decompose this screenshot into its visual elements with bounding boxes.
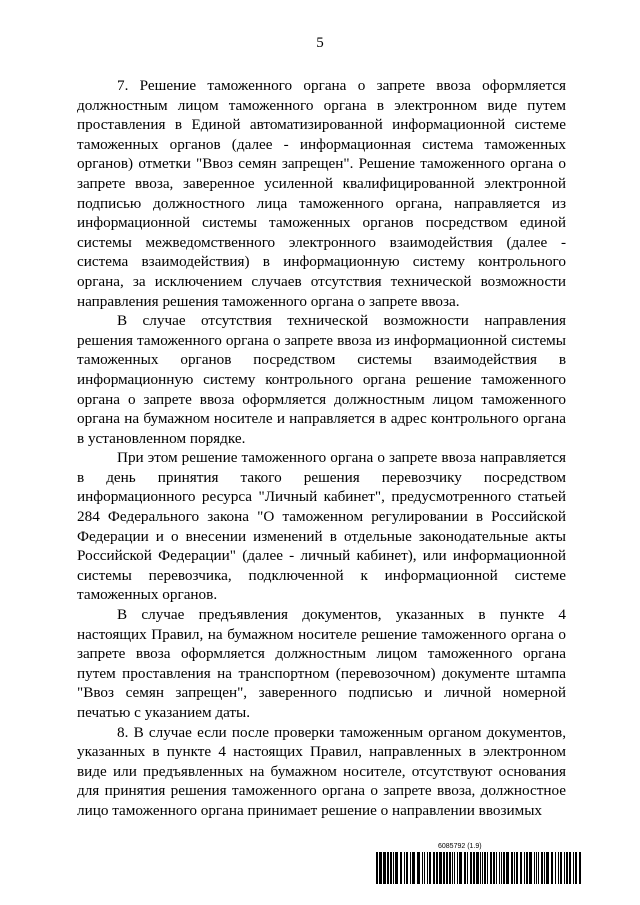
paragraph-8: 8. В случае если после проверки таможенным органом документов, указанных в пункте 4 настоящих Правил, направленных в электронном виде или предъявленных на бумажном носителе, отсутствуют основания для принятия решения таможенного органа о запрете ввоза, должностное лицо таможенного органа принимает решение о направлении ввозимых [77, 723, 566, 819]
paragraph-7-main: 7. Решение таможенного органа о запрете ввоза оформляется должностным лицом таможенного органа в электронном виде путем проставления в Единой автоматизированной информационной системе таможенных органов (далее - информационная система таможенных органов) отметки "Ввоз семян запрещен". Решение таможенного органа о запрете ввоза, заверенное усиленной квалифицированной электронной подписью должностного лица таможенного органа, направляется из информационной системы таможенных органов посредством единой системы межведомственного электронного взаимодействия (далее - система взаимодействия) в информационную систему контрольного органа, за исключением случаев отсутствия технической возможности направления решения таможенного органа о запрете ввоза. [77, 77, 566, 310]
document-body [77, 76, 566, 821]
paragraph-carrier-notification: При этом решение таможенного органа о запрете ввоза направляется в день принятия такого решения перевозчику посредством информационного ресурса "Личный кабинет", предусмотренного статьей 284 Федерального закона "О таможенном регулировании в Российской Федерации и о внесении изменений в отдельные законодательные акты Российской Федерации" (далее - личный кабинет), или информационной системы перевозчика, подключенной к информационной системе таможенных органов. [77, 449, 566, 604]
paragraph-no-technical-possibility: В случае отсутствия технической возможности направления решения таможенного органа о запрете ввоза из информационной системы таможенных органов посредством системы взаимодействия в информационную систему контрольного органа решение таможенного органа о запрете ввоза оформляется должностным лицом таможенного органа на бумажном носителе и направляется в адрес контрольного органа в установленном порядке. [77, 312, 566, 447]
barcode-caption: 6085792 (1.9) [438, 843, 482, 850]
paragraph-paper-documents: В случае предъявления документов, указанных в пункте 4 настоящих Правил, на бумажном носителе решение таможенного органа о запрете ввоза оформляется должностным лицом таможенного органа путем проставления на транспортном (перевозочном) документе штампа "Ввоз семян запрещен", заверенного подписью и личной номерной печатью с указанием даты. [77, 606, 566, 721]
document-barcode [376, 843, 581, 885]
barcode-icon [376, 852, 581, 884]
page-number: 5 [316, 35, 324, 51]
